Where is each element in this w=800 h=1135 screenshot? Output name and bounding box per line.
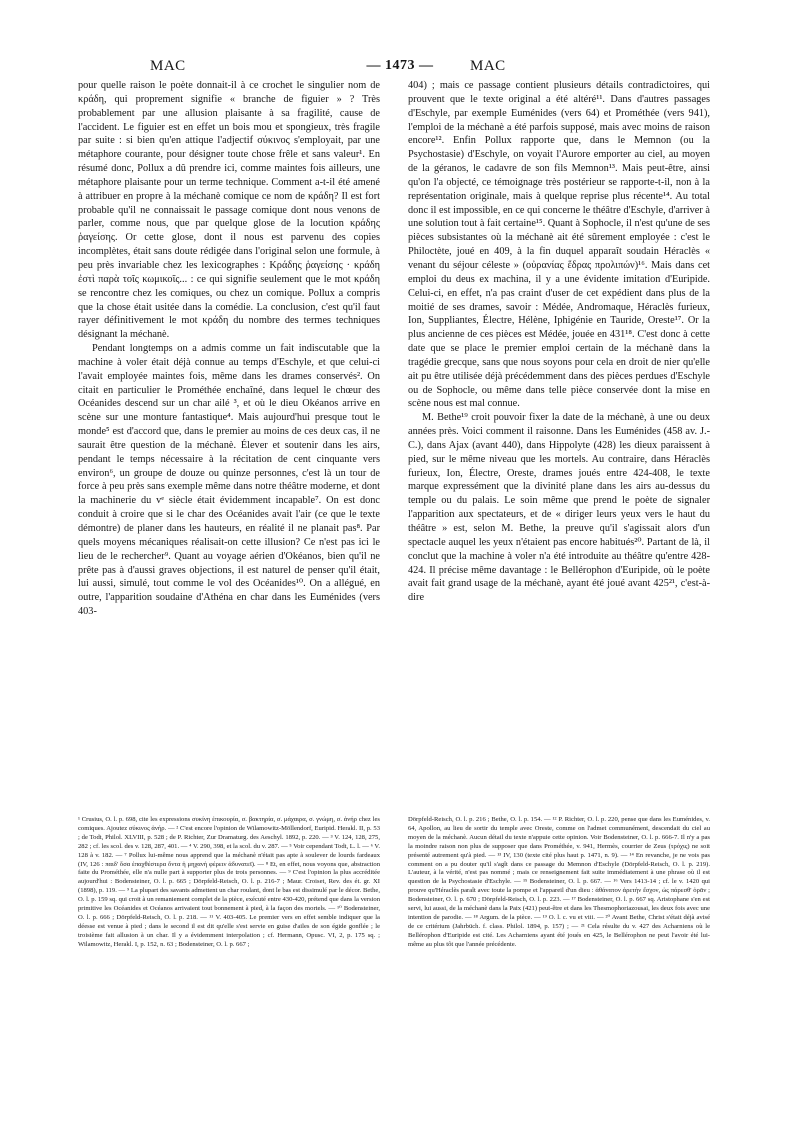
left-column [78, 79, 380, 619]
running-head-right: MAC [470, 58, 506, 74]
footnote-text: ¹ Crusius, O. l. p. 698, cite les expressions συκίνη ἐπικουρία, σ. βακτηρία, σ. μάχαιρα, σ. γνώμη, σ. ἀνήρ chez les comiques. Ajoutez σύκινος ἀνήρ. — ² C'est encore l'opinion de Wilamowitz-Möllendorf, Euripid. Herakl. II, p. 53 ; de Todt, Philol. XLVIII, p. 528 ; de P. Richter, Zur Dramaturg. des Aeschyl. 1892, p. 220. — ³ V. 124, 128, 275, 282 ; cf. les scol. des v. 128, 287, 401. — ⁴ V. 290, 398, et la scol. du v. 287. — ⁵ Voir cependant Todt, L. l. — ⁶ V. 128 à v. 182. — ⁷ Pollux lui-même nous apprend que la méchanè n'était pas apte à soulever de lourds fardeaux (IV, 126 : παιδ' ὅσα ἐπαχθέστερα ὄντα ἡ μηχανὴ φέρειν ἀδυνατεῖ). — ⁸ Et, en effet, nous voyons que, abstraction faite du Prométhée, elle n'a nulle part à supporter plus de trois personnes. — ⁹ C'est l'opinion la plus accréditée aujourd'hui : Bodensteiner, O. l. p. 665 ; Dörpfeld-Reisch, O. l. p. 216-7 ; Maur. Croiset, Rev. des ét. gr. XI (1898), p. 119. — ⁹ La plupart des savants admettent un char roulant, dont le bas est dissimulé par le décor. Bethe, O. l. p. 159 sq. qui croit à un remaniement complet de la pièce, exécuté entre 430-420, prétend que dans la version primitive les Océanides et Océanos arrivaient tout bonnement à pied, à la façon des mortels. — ¹⁰ Bodensteiner, O. l. p. 666 ; Dörpfeld-Reisch, O. l. p. 218. — ¹¹ V. 403-405. Le premier vers en effet semble indiquer que la déesse est venue à pied ; dans le second il est dit qu'elle s'est servie en guise d'ailes de son égide gonflée ; le troisième fait allusion à un char. Il y a évidemment interpolation ; cf. Hermann, Opusc. VI, 2, p. 175 sq. ; Wilamowitz, Herakl. I, p. 152, n. 63 ; Bodensteiner, O. l. p. 667 ; [78, 816, 380, 948]
paragraph: pour quelle raison le poète donnait-il à ce crochet le singulier nom de κράδη, qui proprement signifie « branche de figuier » ? Très probablement par une allusion plaisante à sa fragilité, cause de l'accident. Le figuier est en effet un bois mou et spongieux, très fragile par suite : si bien qu'en attique l'adjectif σύκινος s'employait, par une métaphore courante, pour désigner toute chose frêle et sans valeur¹. En résumé donc, Pollux a dû prendre ici, comme maintes fois ailleurs, une métaphore plaisante pour un terme technique. Comment a-t-il été amené à attribuer en propre à la méchanè comique ce nom de κράδη? Il est fort probable qu'il ne connaissait le passage comique dont nous venons de parler, comme nous, que par quelque glose de la locution κράδης ῥαγείσης. Or cette glose, dont il nous est parvenu des copies incomplètes, était sans doute rédigée dans l'original selon une formule, à peu près invariable chez les lexicographes : Κράδης ῥαγείσης · κράδη ἐστὶ παρὰ τοῖς κωμικοῖς... : ce qui signifie seulement que le mot κράδη se rencontre chez les comiques, ou chez un comique. Pollux a compris que la chose était usitée dans la comédie. La conclusion, c'est qu'il faut rayer définitivement le mot κράδη du nombre des termes techniques désignant la méchanè. [78, 80, 380, 341]
footnotes-right [408, 816, 710, 950]
running-head-left: MAC [150, 58, 186, 74]
paragraph: 404) ; mais ce passage contient plusieurs détails contradictoires, qui prouvent que le texte original a été altéré¹¹. Dans d'autres passages d'Eschyle, par exemple Euménides (vers 64) et Prométhée (vers 941), l'emploi de la méchanè a été parfois supposé, mais avec moins de raison encore¹². Enfin Pollux rapporte que, dans le Memnon (ou la Psychostasie) d'Eschyle, on voyait l'Aurore emporter au ciel, au moyen de la géranos, le cadavre de son fils Memnon¹³. Mais peut-être, ainsi qu'on l'a objecté, ce témoignage très postérieur se rapporte-t-il, non à la représentation originale, mais à quelque reprise plus récente¹⁴. Au total donc il est impossible, en ce qui concerne le théâtre d'Eschyle, d'arriver à une solution tout à fait certaine¹⁵. Quant à Sophocle, il n'est qu'une de ses pièces subsistantes où la méchanè ait été sûrement employée : c'est le Philoctète, joué en 409, à la fin duquel apparaît soudain Héraclès « venant du séjour céleste » (οὐρανίας ἕδρας προλιπών)¹⁶. Mais dans cet emploi du deus ex machina, il y a une évidente imitation d'Euripide. Celui-ci, en effet, n'a pas craint d'user de cet expédient dans plus de la moitié de ses drames, savoir : Médée, Andromaque, Héraclès furieux, Ion, Suppliantes, Électre, Hélène, Iphigénie en Tauride, Oreste¹⁷. Or la plus ancienne de ces pièces est Médée, jouée en 431¹⁸. C'est donc à cette date que se place le premier emploi certain de la méchanè dans la tragédie grecque, sans que nous soyons pour cela en droit de nier qu'elle ait pu être utilisée déjà précédemment dans des pièces perdues d'Eschyle ou de Sophocle, ou même dans telle pièce conservée dont la mise en scène nous est mal connue. [408, 80, 710, 410]
right-column [408, 79, 710, 605]
footnote-text: Dörpfeld-Reisch, O. l. p. 216 ; Bethe, O. l. p. 154. — ¹² P. Richter, O. l. p. 220, pense que dans les Euménides, v. 64, Apollon, au lieu de sortir du temple avec Oreste, comme on l'admet communément, descendait du ciel au moyen de la méchanè. Aucun détail du texte n'appuie cette opinion. Voir Bodensteiner, O. l. p. 666-7. Il n'y a pas la moindre raison non plus de supposer que dans Prométhée, v. 941, Hermès, courrier de Zeus (τρόχις) ne soit présenté autrement qu'à pied. — ¹³ IV, 130 (texte cité plus haut p. 1471, n. 9). — ¹⁴ En revanche, je ne vois pas comment on a pu douter qu'il s'agît dans ce passage du Memnon d'Eschyle (Dörpfeld-Reisch, O. l. p. 219). L'auteur, à la vérité, n'est pas nommé ; mais ce renseignement fait suite immédiatement à une phrase où il est question de la Psychostasie d'Eschyle. — ¹⁵ Bodensteiner, O. l. p. 667. — ¹⁶ Vers 1413-14 ; cf. le v. 1420 qui prouve qu'Héraclès paraît avec toute la pompe et l'appareil d'un dieu : ἀθάνατον ἀρετὴν ἔσχον, ὡς πάρεσθ' ὁρᾶν ; Bodensteiner, O. l. p. 670 ; Dörpfeld-Reisch, O. l. p. 223. — ¹⁷ Bodensteiner, O. l. p. 667 sq. Aristophane s'en est servi, lui aussi, de la méchanè dans la Paix (421) peut-être et dans les Thesmophoriazousai, les deux fois avec une intention de parodie. — ¹⁸ Argum. de la pièce. — ¹⁹ O. l. c. vu et viii. — ²⁰ Avant Bethe, Christ s'était déjà avisé de ce critérium (Jahrbüch. f. class. Philol. 1894, p. 157) ; — ²¹ Cela résulte du v. 427 des Acharniens où le Bellérophon d'Euripide est cité. Les Acharniens ayant été joués en 425, le Bellérophon ne peut l'avoir été lui-même au plus tôt que l'année précédente. [408, 816, 710, 948]
paragraph: M. Bethe¹⁹ croit pouvoir fixer la date de la méchanè, à une ou deux années près. Voici comment il raisonne. Dans les Euménides (458 av. J.-C.), dans Ajax (avant 440), dans Hippolyte (428) les dieux paraissent à pied, sur le même niveau que les mortels. Au contraire, dans Héraclès furieux, Ion, Électre, Oreste, drames joués entre 424-408, le texte marque expressément que la divinité plane dans les airs au-dessus du temple ou du palais. Le soin même que prend le poète de signaler l'apparition aux spectateurs, et de « diriger leurs yeux vers le haut du théâtre » est, selon M. Bethe, la preuve qu'il s'agissait alors d'un spectacle auquel les yeux n'étaient pas encore habitués²⁰. Partant de là, il conclut que la machine à voler n'a été introduite au théâtre qu'entre 428-424. Il précise même davantage : le Bellérophon d'Euripide, où le poète avait fait grand usage de la méchanè, ayant été joué avant 425²¹, c'est-à-dire [408, 412, 710, 604]
footnotes-left [78, 816, 380, 950]
paragraph: Pendant longtemps on a admis comme un fait indiscutable que la machine à voler était déjà connue au temps d'Eschyle, et que celui-ci l'avait employée maintes fois, même dans les drames conservés². On citait en particulier le Prométhée enchaîné, dans lequel le chœur des Océanides descend sur un char ailé ³, et où le dieu Okéanos arrive en scène sur une monture fantastique⁴. Mais aujourd'hui presque tout le monde⁵ est d'accord que, dans le premier au moins de ces deux cas, il ne saurait être question de la méchanè. Élever et soutenir dans les airs, pendant le temps nécessaire à la récitation de cent cinquante vers environ⁶, un groupe de douze ou quinze personnes, c'est là un tour de force à peu près sans exemple même dans notre théâtre moderne, et dont la machinerie du vᵉ siècle était évidemment incapable⁷. On est donc conduit à croire que si le char des Océanides avait l'air (ce que le texte démontre) de planer dans les hauteurs, en réalité il ne planait pas⁸. Par quels moyens mécaniques réalisait-on cette illusion? Ce n'est pas ici le lieu de le rechercher⁹. Quant au voyage aérien d'Okéanos, bien qu'il ne prête pas à d'aussi graves objections, il est naturel de penser qu'il était, lui aussi, simulé, tout comme le vol des Océanides¹⁰. On a allégué, en outre, l'apparition soudaine d'Athéna en char dans les Euménides (vers 403- [78, 343, 380, 618]
page-number: — 1473 — [366, 58, 434, 73]
